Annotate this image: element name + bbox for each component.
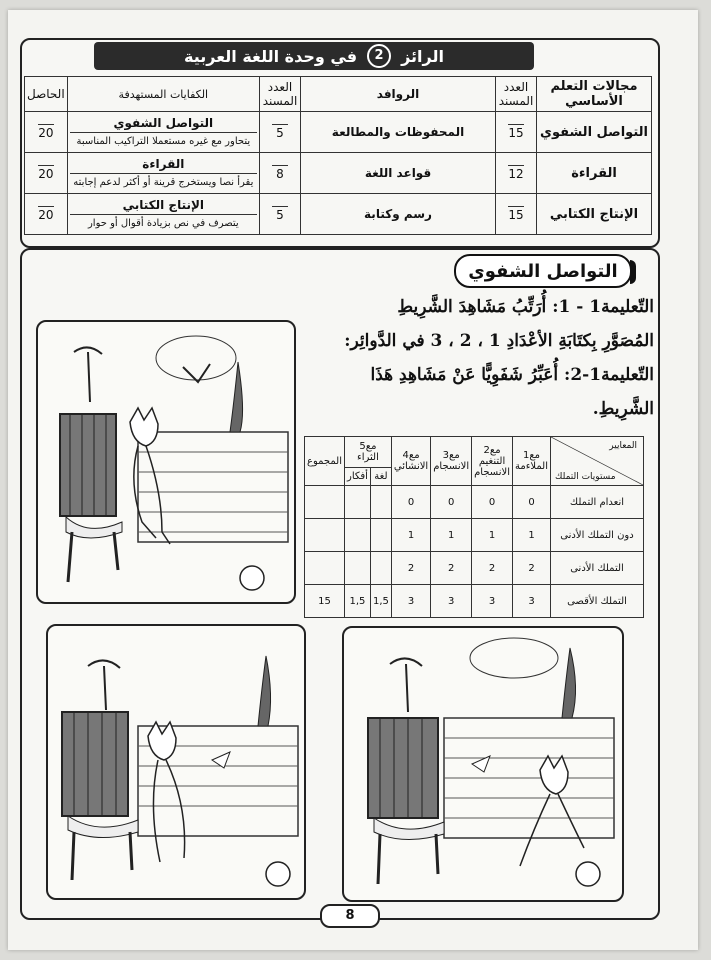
header-tributaries: الروافد — [301, 77, 496, 112]
table-row — [305, 486, 644, 519]
competency-title: القراءة — [70, 155, 257, 174]
level-label: دون التملك الأدنى — [551, 519, 644, 552]
instruction-line: التّعليمة1-2: أُعَبِّرُ شَفَوِيًّا عَنْ مَشَاهِدِ هَذَا — [370, 365, 654, 385]
score-cell: 2 — [472, 552, 513, 585]
score-cell: 0 — [513, 486, 551, 519]
competency-cell — [67, 112, 259, 153]
domain-cell: القراءة — [537, 153, 652, 194]
criteria-table — [304, 436, 644, 618]
score-value: 5 — [272, 124, 288, 140]
objectives-header-row — [25, 77, 652, 112]
competency-title: التواصل الشفوي — [70, 114, 257, 133]
level-label: انعدام التملك — [551, 486, 644, 519]
score-cell — [344, 519, 370, 552]
score-cell — [370, 519, 391, 552]
score-cell — [370, 486, 391, 519]
score-cell — [496, 194, 537, 235]
title-number: 2 — [367, 44, 391, 68]
score-cell: 0 — [431, 486, 472, 519]
score-cell — [496, 153, 537, 194]
page-title — [94, 42, 534, 70]
total-cell: 15 — [305, 585, 345, 618]
competency-title: الإنتاج الكتابي — [70, 196, 257, 215]
diagonal-header — [551, 437, 644, 486]
domain-cell: التواصل الشفوي — [537, 112, 652, 153]
competency-desc: يتحاور مع غيره مستعملا التراكيب المناسبة — [76, 136, 251, 147]
score-cell — [496, 112, 537, 153]
score-cell: 2 — [513, 552, 551, 585]
total-cell — [25, 112, 68, 153]
total-value: 20 — [38, 208, 54, 222]
total-value: 20 — [38, 126, 54, 140]
total-cell — [305, 552, 345, 585]
tributary-cell: المحفوظات والمطالعة — [301, 112, 496, 153]
score-value: 15 — [508, 208, 524, 222]
header-total: الحاصل — [25, 77, 68, 112]
competency-cell — [67, 153, 259, 194]
score-cell: 3 — [391, 585, 430, 618]
total-value: 20 — [38, 167, 54, 181]
level-label: التملك الأقصى — [551, 585, 644, 618]
score-cell: 3 — [431, 585, 472, 618]
total-cell — [305, 519, 345, 552]
criterion-2: مع2 التنغيم الانسجام — [472, 437, 513, 486]
score-cell — [344, 486, 370, 519]
comic-illustration-3 — [344, 628, 622, 900]
total-cell — [305, 486, 345, 519]
criteria-header-row — [305, 437, 644, 468]
title-suffix: في وحدة اللغة العربية — [184, 46, 358, 66]
domain-cell: الإنتاج الكتابي — [537, 194, 652, 235]
score-cell: 2 — [391, 552, 430, 585]
criterion-3: مع3 الانسجام — [431, 437, 472, 486]
criterion-5: مع5 الثراء — [344, 437, 391, 468]
criteria-total-header: المجموع — [305, 437, 345, 486]
competency-cell — [67, 194, 259, 235]
total-cell — [25, 153, 68, 194]
score-value: 15 — [508, 126, 524, 140]
instructions — [298, 290, 654, 426]
objectives-table — [24, 76, 652, 235]
table-row — [25, 194, 652, 235]
score-cell: 1 — [513, 519, 551, 552]
header-domains: مجالات التعلم الأساسي — [537, 77, 652, 112]
instruction-line: المُصَوَّرِ بِكتَابَةِ الأعْدَادِ 1 ، 2 ، 3 في الدَّوائِر: — [344, 331, 654, 351]
tributary-cell: رسم وكتابة — [301, 194, 496, 235]
criterion-1: مع1 الملاءمة — [513, 437, 551, 486]
comic-illustration-1 — [38, 322, 294, 602]
score-value: 8 — [272, 165, 288, 181]
title-prefix: الرائز — [401, 46, 444, 66]
section-title: التواصل الشفوي — [454, 254, 632, 288]
competency-desc: يتصرف في نص بزيادة أقوال أو حوار — [87, 218, 239, 229]
score-cell: 1 — [391, 519, 430, 552]
comic-panel-1 — [36, 320, 296, 604]
table-row — [305, 519, 644, 552]
total-cell — [25, 194, 68, 235]
score-cell: 2 — [431, 552, 472, 585]
score-cell: 1 — [472, 519, 513, 552]
score-cell: 1,5 — [344, 585, 370, 618]
score-cell — [344, 552, 370, 585]
criteria-label: المعايير — [609, 441, 637, 451]
instruction-line: الشَّرِيطِ. — [592, 399, 654, 419]
score-cell: 3 — [513, 585, 551, 618]
criterion-4: مع4 الانشائي — [391, 437, 430, 486]
competency-desc: يقرأ نصا ويستخرج قرينة أو أكثر لدعم إجابته — [73, 177, 254, 188]
criterion-5-language: لغة — [370, 467, 391, 485]
score-cell — [370, 552, 391, 585]
score-value: 12 — [508, 167, 524, 181]
header-competencies: الكفايات المستهدفة — [67, 77, 259, 112]
score-cell — [260, 194, 301, 235]
level-label: التملك الأدنى — [551, 552, 644, 585]
table-row — [25, 112, 652, 153]
score-cell: 3 — [472, 585, 513, 618]
instruction-line: التّعليمة1 - 1: أُرَتِّبُ مَشَاهِدَ الشَّرِيطِ — [397, 297, 654, 317]
header-score-2: العدد المسند — [260, 77, 301, 112]
score-value: 5 — [272, 206, 288, 222]
comic-illustration-2 — [48, 626, 304, 898]
header-score-1: العدد المسند — [496, 77, 537, 112]
worksheet-page — [8, 10, 698, 950]
levels-label: مستويات التملك — [555, 472, 616, 482]
table-row — [25, 153, 652, 194]
comic-panel-2 — [46, 624, 306, 900]
score-cell: 0 — [472, 486, 513, 519]
score-cell — [260, 153, 301, 194]
page-number: 8 — [320, 904, 380, 928]
score-cell: 1,5 — [370, 585, 391, 618]
table-row — [305, 552, 644, 585]
score-cell — [260, 112, 301, 153]
criterion-5-ideas: أفكار — [344, 467, 370, 485]
table-row — [305, 585, 644, 618]
score-cell: 1 — [431, 519, 472, 552]
score-cell: 0 — [391, 486, 430, 519]
tributary-cell: قواعد اللغة — [301, 153, 496, 194]
comic-panel-3 — [342, 626, 624, 902]
